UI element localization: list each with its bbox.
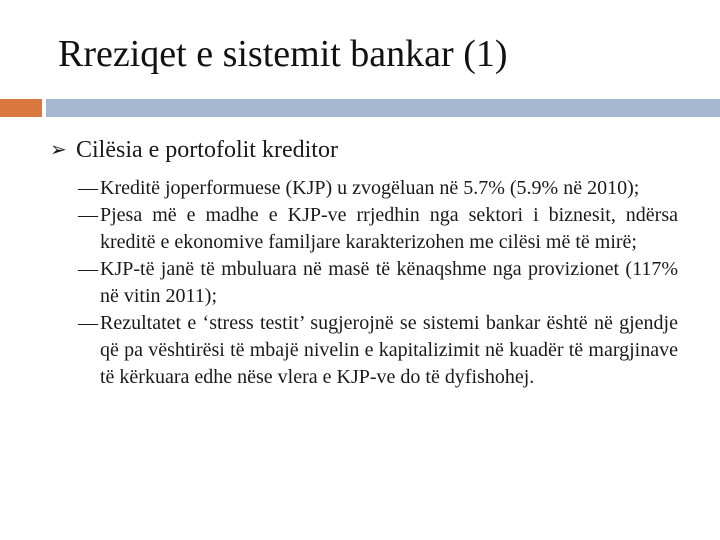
- dash-bullet-icon: —: [78, 177, 98, 199]
- list-item: [78, 310, 678, 391]
- list-item: [78, 256, 678, 310]
- list-item: [78, 202, 678, 256]
- list-item: [78, 175, 678, 202]
- dash-bullet-icon: —: [78, 204, 98, 226]
- accent-bar: [0, 99, 42, 117]
- list-item-text: Kreditë joperformuese (KJP) u zvogëluan në 5.7% (5.9% në 2010);: [100, 177, 640, 199]
- dash-bullet-icon: —: [78, 258, 98, 280]
- title-underline-bar: [46, 99, 720, 117]
- list-item-text: KJP-të janë të mbuluara në masë të kënaqshme nga provizionet (117% në vitin 2011);: [100, 258, 678, 307]
- list-item-text: Rezultatet e ‘stress testit’ sugjerojnë se sistemi bankar është në gjendje që pa vështirësi të mbajë nivelin e kapitalizimit në kuadër të margjinave të kërkuara edhe nëse vlera e KJP-ve do të dyfishohej.: [100, 312, 678, 388]
- main-bullet-text: Cilësia e portofolit kreditor: [76, 137, 338, 163]
- arrow-bullet-icon: ➢: [50, 139, 67, 162]
- list-item-text: Pjesa më e madhe e KJP-ve rrjedhin nga sektori i biznesit, ndërsa kreditë e ekonomive familjare karakterizohen me cilësi më të mirë;: [100, 204, 678, 253]
- main-bullet: [50, 136, 338, 165]
- sub-bullet-list: [78, 175, 678, 391]
- slide-title: Rreziqet e sistemit bankar (1): [58, 33, 508, 75]
- dash-bullet-icon: —: [78, 312, 98, 334]
